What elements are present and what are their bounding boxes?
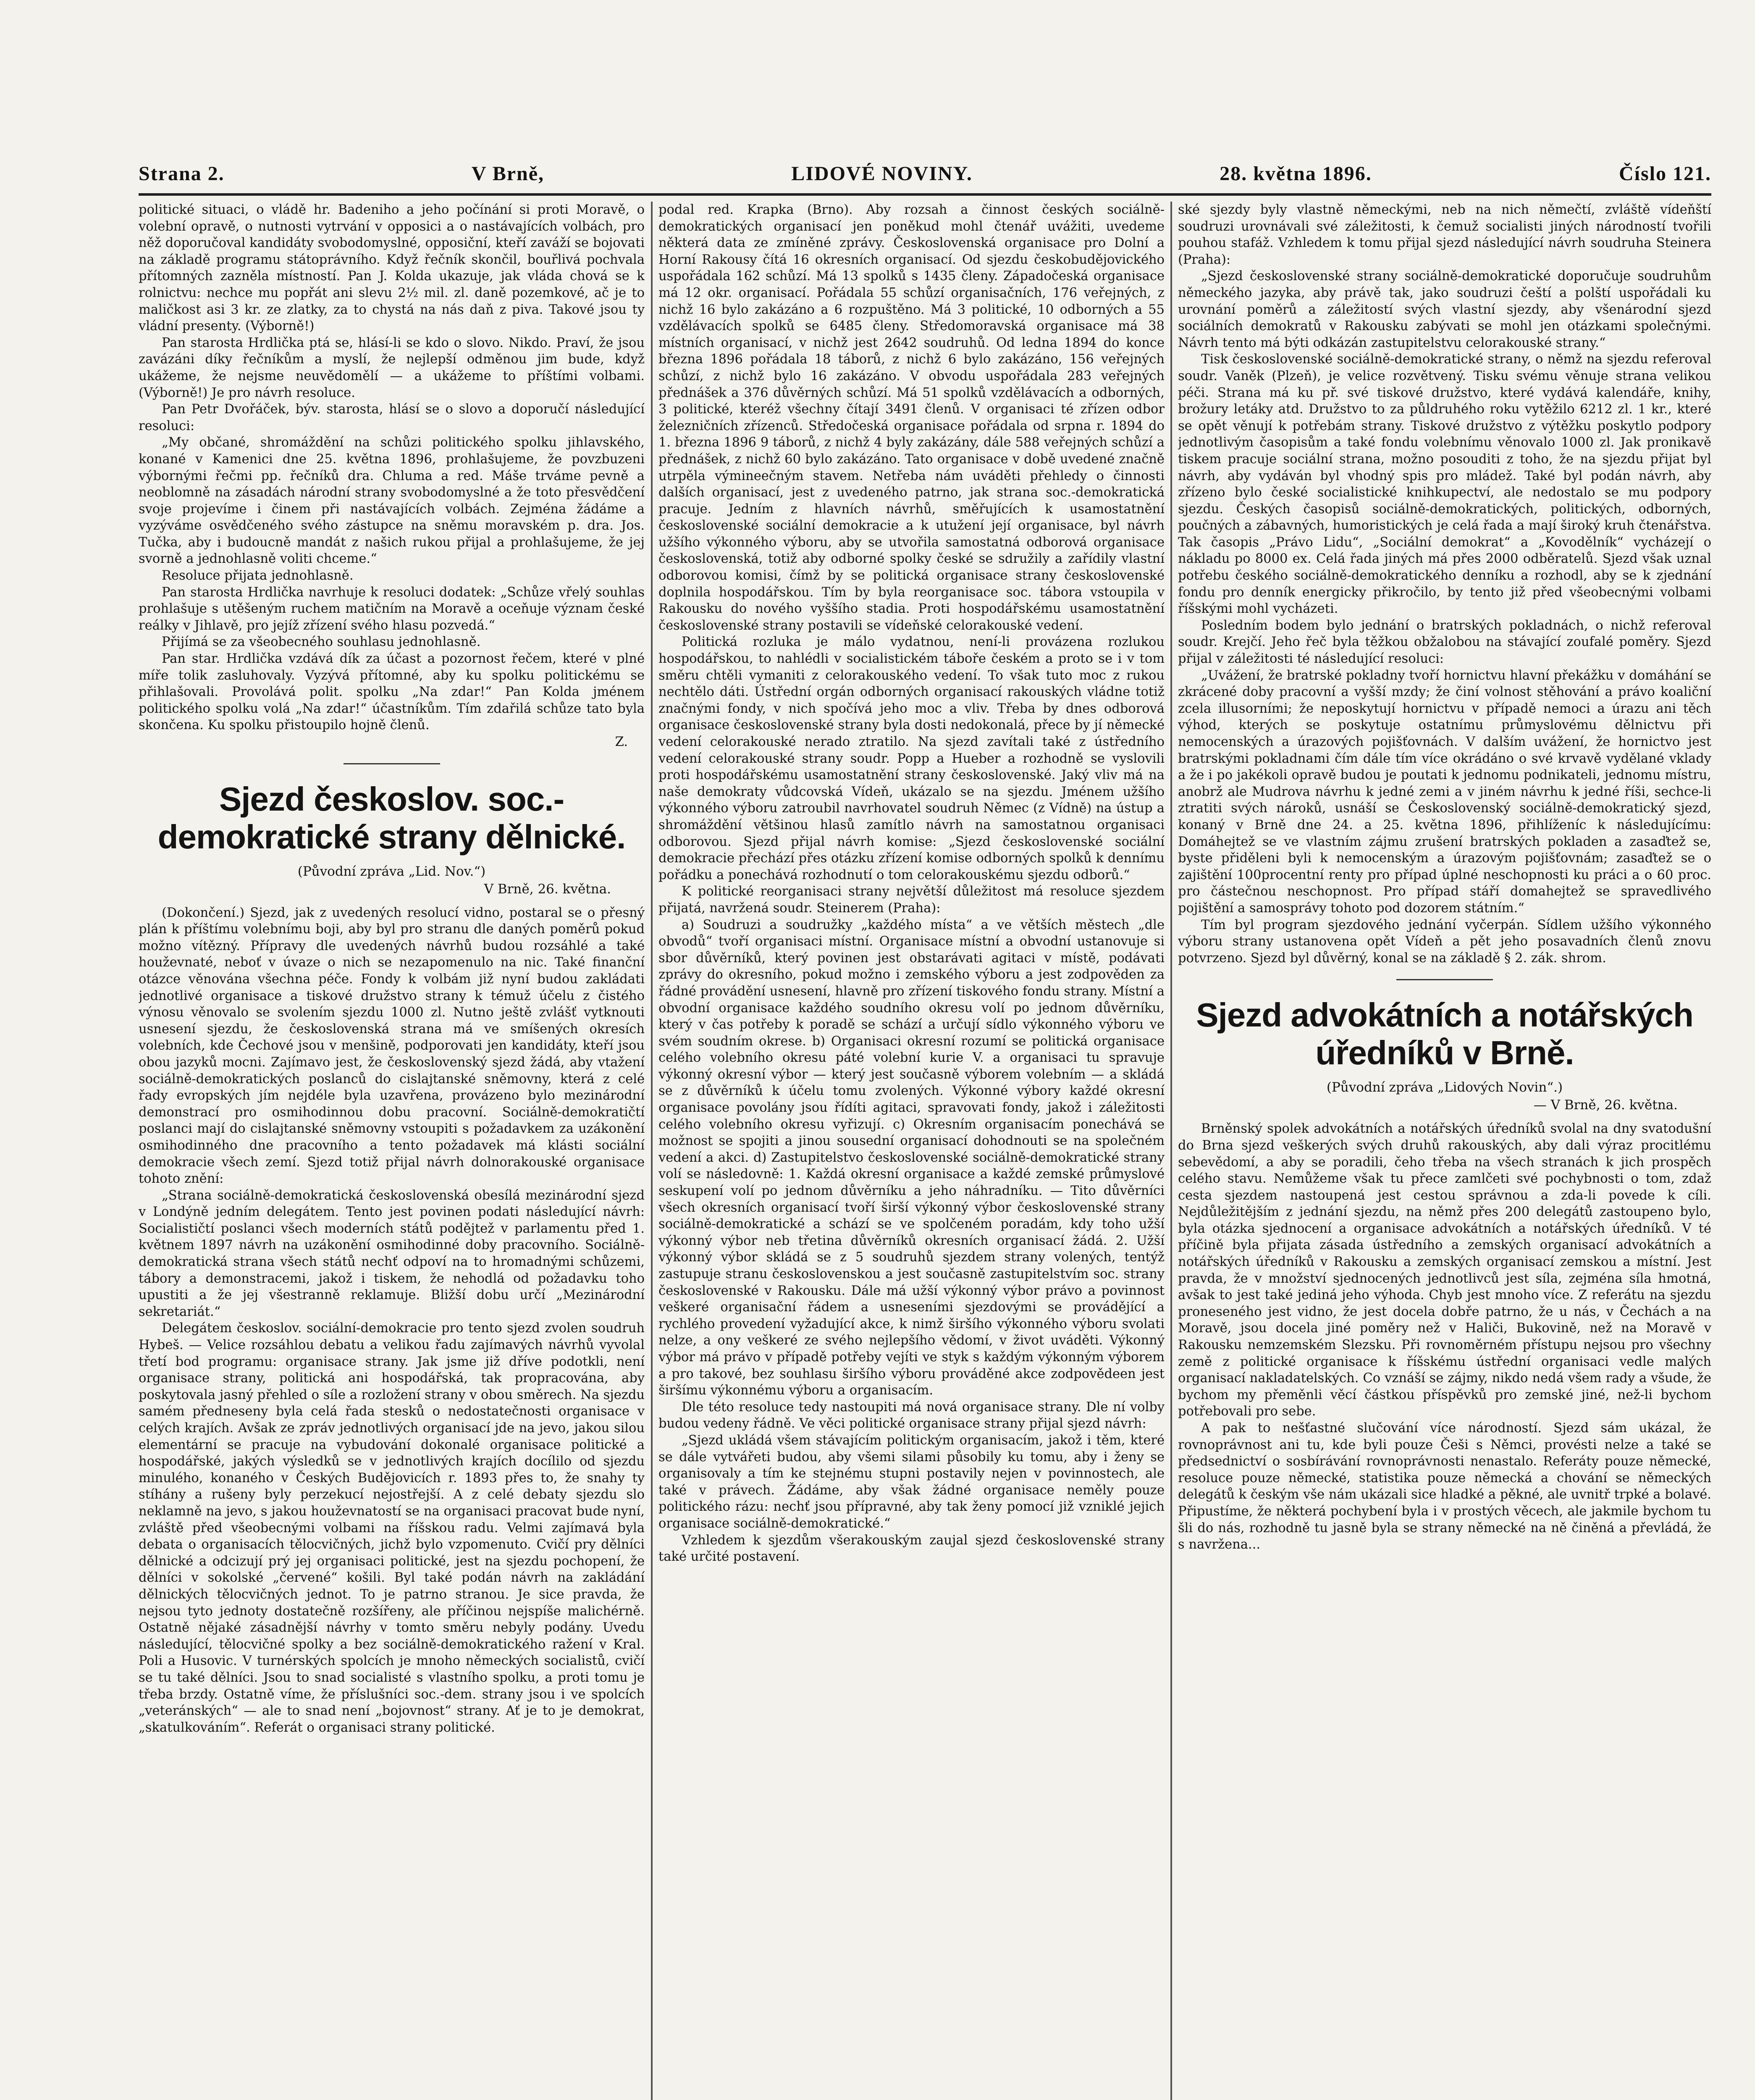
article-separator [344,763,440,764]
paragraph: politické situaci, o vládě hr. Badeniho a jeho počínání si proti Moravě, o volební opravě, o nutnosti vytrvání v opposici a o nastávajících volbách, pro něž doporučoval kandidáty svobodomyslné, opposiční, kteří zaváží se bojovati na základě programu státoprávního. Když řečník skončil, bouřlivá pochvala přítomných zazněla místností. Pan J. Kolda ukazuje, jak vláda chová se k rolnictvu: nechce mu popřát ani slevu 2½ mil. zl. daně pozemkové, ač je to maličkost asi 3 kr. ze zlatky, za to chystá na nás daň z piva. Takové jsou ty vládní presenty. (Výborně!) [139,202,645,334]
article-dateline: — V Brně, 26. května. [1533,1097,1678,1113]
article-headline: Sjezd advokátních a notářských úředníků v Brně. [1196,996,1693,1072]
paragraph: Pan Petr Dvořáček, býv. starosta, hlásí se o slovo a doporučí následující resoluci: [139,402,645,433]
paragraph: Vzhledem k sjezdům všerakouským zaujal sjezd československé strany také určité postavení. [658,1533,1165,1564]
paragraph: Resoluce přijata jednohlasně. [162,568,354,583]
paragraph: „Sjezd československé strany sociálně-demokratické doporučuje soudruhům německého jazyka, aby právě tak, jako soudruzi čeští a polští uspořádali ku urovnání poměrů a záležitostí svých vlastní sjezdy, aby všenárodní sjezd sociálních demokratů v Rakousku zabývati se mohl jen otázkami společnými. Návrh tento má býti odkázán zastupitelstvu celorakouské strany.“ [1178,269,1711,350]
column-divider [1170,202,1172,2100]
article-source: (Původní zpráva „Lidových Novin“.) [1326,1080,1563,1095]
column-3 [1178,202,1711,2100]
header-rule [139,193,1711,196]
paragraph: podal red. Krapka (Brno). Aby rozsah a činnost českých sociálně-demokratických organisací jen poněkud mohl čtenář uvážiti, uvedeme některá data ze zmíněné zprávy. Československá organisace pro Dolní a Horní Rakousy čítá 16 okresních organisací. Od sjezdu českobudějovického uspořádala 162 schůzí. Má 13 spolků s 1435 členy. Západočeská organisace má 12 okr. organisací. Pořádala 55 schůzí organisačních, 176 veřejných, z nichž 16 bylo zakázáno a 6 rozpuštěno. Má 3 politické, 10 odborných a 55 vzdělávacích spolků se 6485 členy. Středomoravská organisace má 38 místních organisací, v nichž jest 2642 soudruhů. Od ledna 1894 do konce března 1896 pořádala 18 táborů, z nichž 6 bylo zakázáno, 156 veřejných schůzí, z nichž bylo 16 zakázáno. V obvodu uspořádala 283 veřejných přednášek a 376 důvěrných schůzí. Má 51 spolků vzdělávacích a odborných, 3 politické, kteréž všechny čítají 3491 členů. V organisaci té zřízen odbor železničních zřízenců. Středočeská organisace pořádala od srpna r. 1894 do 1. března 1896 9 táborů, z nichž 4 byly zakázány, dále 588 veřejných schůzí a přednášek, z nichž 60 bylo zakázáno. Tato organisace v době uvedené značně utrpěla výmineečným stavem. Netřeba nám uváděti přehledy o činnosti dalších organisací, jest z uvedeného patrno, jak strana soc.-demokratická pracuje. Jedním z hlavních návrhů, směřujících k usamostatnění československé sociální demokracie a k utužení její organisace, byl návrh užšího výkonného výboru, aby se utvořila samostatná odborová organisace československá, totiž aby odborné spolky české se sdružily a zařídily vlastní odborovou komisi, čímž by se politická organisace strany československé doplnila hospodářskou. Tím by byla reorganisace soc. tábora vstoupila v Rakousku do nového vyššího stadia. Proti hospodářskému usamostatnění československé strany postavili se vídeňské celorakouské vedení. [658,202,1165,633]
paragraph: Tím byl program sjezdového jednání vyčerpán. Sídlem užšího výkonného výboru strany ustanovena opět Vídeň a pět jeho posavadních členů znovu potvrzeno. Sjezd byl důvěrný, konal se na základě § 2. zák. shrom. [1178,917,1711,966]
paragraph: Pan starosta Hrdlička ptá se, hlásí-li se kdo o slovo. Nikdo. Praví, že jsou zavázáni díky řečníkům a myslí, že nejlepší odměnou jim bude, když ukážeme, že nejsme neuvědomělí — a ukážeme to příštími volbami. (Výborně!) Je pro návrh resoluce. [139,335,645,400]
paragraph: Posledním bodem bylo jednání o bratrských pokladnách, o nichž referoval soudr. Krejčí. Jeho řeč byla těžkou obžalobou na stávající zoufalé poměry. Sjezd přijal v záležitosti té následující resoluci: [1178,618,1711,667]
paragraph: K politické reorganisaci strany největší důležitost má resoluce sjezdem přijatá, navržená soudr. Steinerem (Praha): [658,884,1165,916]
article-separator [1396,979,1493,980]
article-dateline: V Brně, 26. května. [484,881,611,897]
paragraph: Brněnský spolek advokátních a notářských úředníků svolal na dny svatodušní do Brna sjezd veškerých svých druhů rakouských, aby dali výraz procitlému sebevědomí, a aby se poradili, čeho třeba na všech stranách k jich prospěch celého stavu. Nemůžeme však tu přece zamlčeti své pochybnosti o tom, zdaž cesta sjezdem nastoupená jest cestou správnou a zda-li povede k cíli. Nejdůležitějším z jednání sjezdu, na němž přes 200 delegátů zastoupeno bylo, byla otázka sjednocení a organisace advokátních a notářských úředníků. V té příčině byla přijata zásada ústředního a zemských organisací advokátních a notářských úředníků v Rakousku a zemských organisací zemskou a místní. Jest pravda, že v množství sjednocených jednotlivců jest síla, zejména síla hmotná, avšak to jest také jediná jeho výhoda. Chyb jest mnoho více. Z referátu na sjezdu proneseného jest vidno, že jest docela dobře patrno, že u nás, v Čechách a na Moravě, jsou docela jiné poměry než v Haliči, Bukovině, než na Moravě v Rakousku nemzemském Slezsku. Při rovnoměrném přístupu nejsou pro všechny země z politické organisace k říšskému ústřední organisaci vedle malých organisací nakladatelských. Co vznáší se zájmy, nikdo nedá všem rady a všude, že bychom my přeměnli věcí částkou příspěvků pro zemské jiné, než-li bychom potřebovali pro sebe. [1178,1121,1711,1419]
author-signature: Z. [615,735,628,749]
article-source: (Původní zpráva „Lid. Nov.“) [297,864,486,879]
paragraph: „Uvážení, že bratrské pokladny tvoří hornictvu hlavní překážku v domáhání se zkrácené doby pracovní a vyšší mzdy; že činí volnost stěhování a právo koaliční zcela illusorními; že neposkytují hornictvu v případě nemoci a úrazu ani těch výhod, kterých se poskytuje ostatnímu průmyslovému dělnictvu při nemocenských a úrazových pojišťovnách. V dalším uvážení, že hornictvo jest bratrskými pokladnami čím dále tím více okrádáno o své krvavě vydělané vklady a že i po jakékoli opravě budou je poutati k jednomu podnikateli, jednomu místru, anobrž ale Mudrova návrhu k jedné zemi a v jiném návrhu k jedné říši, sechce-li ztratiti svých nároků, usnáší se Československý sociálně-demokratický sjezd, konaný v Brně dne 24. a 25. května 1896, přihlíženíc k následujícímu: Domáhejtež se ve vlastním zájmu zrušení bratrských pokladen a zasaďtež se, byste přiděleni byli k nemocenským a úrazovým pojišťovnám; zasaďtež se o zajištění 100procentní renty pro případ úplné neschopnosti ku práci a o 60 proc. pro částečnou neschopnost. Pro případ stáří domahejtež se spravedlivého pojištění a samosprávy tohoto pod dozorem státním.“ [1178,668,1711,916]
paragraph: „My občané, shromáždění na schůzi politického spolku jihlavského, konané v Kamenici dne 25. května 1896, prohlašujeme, že povzbuzeni výbornými řečmi pp. řečníků dra. Chluma a red. Máše trváme pevně a neoblomně na zásadách národní strany svobodomyslné a že toto přesvědčení svoje projevíme i činem při nastávajících volbách. Zejména žádáme a vyzýváme osvědčeného svého zástupce na sněmu moravském p. dra. Jos. Tučka, aby i budoucně mandát z našich rukou přijal a prohlašujeme, že jej svorně a jednohlasně voliti chceme.“ [139,435,645,567]
page-header [139,159,1711,188]
paragraph: Delegátem českoslov. sociální-demokracie pro tento sjezd zvolen soudruh Hybeš. — Velice rozsáhlou debatu a velikou řadu zajímavých návrhů vyvolal třetí bod programu: organisace strany. Jak jsme již dříve podotkli, není organisace strany, politická ani hospodářská, tak propracována, aby poskytovala jasný přehled o síle a rozložení strany v obou směrech. Na sjezdu samém předneseny byla celá řada stesků o nedostatečnosti organisace v celých krajích. Avšak ze zpráv jednotlivých organisací jde na jevo, jakou silou elementární se pracuje na vybudování dokonalé organisace politické a hospodářské, jakých výsledků se v jednotlivých krajích docílilo od sjezdu minulého, konaného v Českých Budějovicích r. 1893 přes to, že snahy ty stíhány a rušeny byly perzekucí nejostřejší. A z celé debaty sjezdu slo neklamně na jevo, s jakou houževnatostí se na organisaci pracovat bude nyní, zvláště před všeobecnými volbami na říšskou radu. Velmi zajímavá byla debata o organisacích tělocvičných, jichž bylo vzpomenuto. Cvičí pry dělníci dělnické a odcizují prý jej organisaci politické, jest na sjezdu pochopení, že dělníci v sokolské „červené“ košili. Byl také podán návrh na zakládání dělnických tělocvičných jednot. To je patrno stranou. Je sice pravda, že nejsou tyto jednoty dostatečně rozšířeny, ale příčinou nejspíše malichérně. Ostatně nějaké zásadnější návrhy v tomto směru nebyly podány. Uvedu následující, tělocvičné spolky a bez sociálně-demokratického ražení v Kral. Poli a Husovic. V turnérských spolcích je mnoho německých socialistů, cvičí se tu také dělníci. Jsou to snad socialisté s vlastního spolku, a proti tomu je třeba brzdy. Ostatně víme, že příslušníci soc.-dem. strany jsou i ve spolcích „veteránských“ — ale to snad není „bojovnost“ strany. Ať je to je demokrat, „skatulkováním“. Referát o organisaci strany politické. [139,1321,645,1735]
paragraph: Politická rozluka je málo vydatnou, není-li provázena rozlukou hospodářskou, to nahlédli v socialistickém táboře českém a proto se i v tom směru chtěli vymaniti z celorakouského vedení. To však tuto moc z rukou nechtělo dáti. Ústřední orgán odborných organisací rakouských vládne totiž značnými fondy, v nich spočívá jeho moc a vliv. Třeba by dnes odborová organisace československé strany byla dosti nedokonalá, přece by jí německé vedení celorakouské nerado ztratilo. Na sjezd zavítali také z ústředního vedení celorakouské strany soudr. Popp a Hueber a rozhodně se vyslovili proti hospodářskému usamostatnění strany československé. Jaký vliv má na naše demokraty vůdcovská Vídeň, ukázalo se na sjezdu. Jménem užšího výkonného výboru zatroubil navrhovatel soudruh Němec (z Vídně) na ústup a shromáždění většinou hlasů zamítlo návrh na samostatnou organisaci odborovou. Sjezd přijal návrh komise: „Sjezd československé sociální demokracie přechází přes otázku zřízení komise odborných spolků k dennímu pořádku a ponechává rozhodnutí o tom celorakouskému sjezdu odborů.“ [658,635,1165,882]
paragraph: „Sjezd ukládá všem stávajícím politickým organisacím, jakož i těm, které se dále vytvářeti budou, aby všemi silami působily ku tomu, aby i ženy se organisovaly a tím ke stejnému stupni postavily nejen v povinnostech, ale také v právech. Žádáme, aby však žádné organisace neměly pouze politického rázu: nechť jsou přípravné, aby tak ženy pomocí již vzniklé jejich organisace sociálně-demokratické.“ [658,1433,1165,1531]
paragraph: A pak to nešťastné slučování více národností. Sjezd sám ukázal, že rovnoprávnost ani tu, kde byli pouze Češi s Němci, provésti nelze a také se předsednictví o sosbírávání rovnoprávnosti nenastalo. Referáty pouze německé, resoluce pouze německé, statistika pouze německá a chování se německých delegátů k českým vše nám ukázali sice hladké a pěkné, ale uvnitř trpké a bolavé. Připustíme, že některá pochybení byla i v prostých věcech, ale jakmile bychom tu šli do nás, rozhodně tu jasně byla se strany německé na ně činěná a převládá, že s navržena... [1178,1421,1711,1552]
paragraph: ské sjezdy byly vlastně německými, neb na nich němečtí, zvláště vídeňští soudruzi urovnávali své záležitosti, k čemuž socialisti jiných národností tvořili pouhou stafáž. Vzhledem k tomu přijal sjezd následující návrh soudruha Steinera (Praha): [1178,202,1711,267]
paragraph: Pan star. Hrdlička vzdává dík za účast a pozornost řečem, které v plné míře tolik zasluhovaly. Vyzývá přítomné, aby ku spolku politickému se přihlašovali. Provolává polit. spolku „Na zdar!“ Pan Kolda jménem politického spolku volá „Na zdar!“ účastníkům. Tím zdařilá schůze tato byla skončena. Ku spolku přistoupilo hojně členů. [139,651,645,733]
paragraph: a) Soudruzi a soudružky „každého místa“ a ve větších městech „dle obvodů“ tvoří organisaci místní. Organisace místní a obvodní ustanovuje si sbor důvěrníků, který povinen jest obstarávati agitaci v místě, podávati zprávy do okresního, pokud možno i zemského výboru a jest zodpověden za řádné provádění usnesení, hlavně pro zřízení tiskového fondu strany. Místní a obvodní organisace každého soudního okresu volí po jednom důvěrníku, který v čas potřeby k poradě se schází a určují sídlo výkonného výboru ve svém soudním okrese. b) Organisaci okresní rozumí se politická organisace celého volebního okresu páté volební kurie V. a organisaci tu spravuje výkonný okresní výbor — který jest současně výborem volebním — a skládá se z důvěrníků k účelu tomu zvolených. Výkonné výbory každé okresní organisace povolány jsou řídíti agitaci, spravovati fondy, jakož i záležitosti celého volebního okresu vyřizují. c) Okresním organisacím ponechává se možnost se spojiti a jinou sousední organisací dohodnouti se na společném vedení a akci. d) Zastupitelstvo československé sociálně-demokratické strany volí se následovně: 1. Každá okresní organisace a každé zemské průmyslové seskupení volí po jednom důvěrníku a jeho náhradníku. — Tito důvěrníci všech okresních organisací tvoří širší výkonný výbor československé strany sociálně-demokratické a schází se ve spolčeném poradám, kdy toho užší výkonný výbor neb třetina důvěrníků okresních organisací žádá. 2. Užší výkonný výbor skládá se z 5 soudruhů sjezdem strany volených, tentýž zastupuje stranu československou a jest současně zastupitelstvím soc. strany československé v Rakousku. Dále má užší výkonný výbor právo a povinnost veškeré organisační řádem a usneseními sjezdovými se provádějící a rychlého provedení vyžadující akce, k nimž širšího výkonného výboru svolati nelze, a ony veškeré ze svého nejlepšího vědomí, v život uváděti. Výkonný výbor má právo v případě potřeby vejíti ve styk s každým výkonným výborem a pro takové, bez souhlasu širšího výboru prováděné akce zodpovědeen jest širšímu výkonnému výboru a organisacím. [658,917,1165,1398]
paragraph: Pan starosta Hrdlička navrhuje k resoluci dodatek: „Schůze vřelý souhlas prohlašuje s utěšeným ruchem matičním na Moravě a oceňuje význam české reálky v Jihlavě, pro jejíž zřízení svého hlasu pozvedá.“ [139,585,645,633]
newspaper-title: LIDOVÉ NOVINY. [791,162,973,185]
place: V Brně, [471,162,545,185]
paragraph: „Strana sociálně-demokratická československá obesílá mezinárodní sjezd v Londýně jedním delegátem. Tento jest povinen podati následující návrh: Socialističtí poslanci všech moderních států podějtež v parlamentu před 1. květnem 1897 návrh na uzákonění osmihodinné doby pracovního. Sociálně-demokratická strana všech států nechť odpoví na to hromadnými schůzemi, tábory a demonstracemi, jakož i tiskem, že nehodlá od požadavku toho upustiti a že jej všestranně reklamuje. Bližší dobu určí „Mezinárodní sekretariát.“ [139,1188,645,1319]
paragraph: Dle této resoluce tedy nastoupiti má nová organisace strany. Dle ní volby budou vedeny řádně. Ve věci politické organisace strany přijal sjezd návrh: [658,1399,1165,1431]
paragraph: Přijímá se za všeobecného souhlasu jednohlasně. [162,635,481,650]
column-divider [651,202,653,2100]
page-number: Strana 2. [139,162,225,185]
column-1 [139,202,645,2100]
paragraph: Tisk československé sociálně-demokratické strany, o němž na sjezdu referoval soudr. Vaněk (Plzeň), je velice rozvětvený. Tisku svému věnuje strana velikou péči. Strana má ku př. své tiskové družstvo, které vydává kalendáře, knihy, brožury letáky atd. Družstvo to za půldruhého roku vytěžilo 6212 zl. 1 kr., které se opět věnují k potřebám strany. Tiskové družstvo z výtěžku poskytlo podpory jednotlivým časopisům a také fondu volebnímu věnovalo 1000 zl. Jak pronikavě tiskem pracuje sociální strana, možno posouditi z toho, že na sjezdu přijat byl návrh, aby vydáván byl vhodný spis pro mládež. Také byl podán návrh, aby zřízeno bylo české socialistické knihkupectví, ale nedostalo se mu podpory sjezdu. Českých časopisů sociálně-demokratických, politických, odborných, poučných a zábavných, humoristických je celá řada a mají široký kruh čtenářstva. Tak časopis „Právo Lidu“, „Sociální demokrat“ a „Kovodělník“ vycházejí o nákladu po 8000 ex. Celá řada jiných má přes 2000 odběratelů. Sjezd však uznal potřebu českého sociálně-demokratického denníku a rozhodl, aby se k zjednání fondu pro denník energicky přikročilo, by tento již před všeobecnými volbami říšskými mohl vycházeti. [1178,352,1711,617]
issue-date: 28. května 1896. [1220,162,1372,185]
issue-number: Číslo 121. [1619,162,1711,185]
paragraph: (Dokončení.) Sjezd, jak z uvedených resolucí vidno, postaral se o přesný plán k příštímu volebnímu boji, aby byl pro stranu dle daných poměrů pokud možno vítězný. Přípravy dle uvedených návrhů budou rozsáhlé a také houževnaté, neboť v úvaze o nich se nezapomenulo na nic. Také finanční otázce věnována všechna péče. Fondy k volbám již nyní budou zakládati jednotlivé organisace a tiskové družstvo strany k témuž účelu z čistého výnosu věnovalo se svolením sjezdu 1000 zl. Nutno ještě zvlášť vytknouti usnesení sjezdu, že československá strana má ve smíšených okresích volebních, kde Čechové jsou v menšině, podporovati jen kandidáty, kteří jsou obou jazyků mocni. Zajímavo jest, že československý sjezd žádá, aby vtažení sociálně-demokratických poslanců do cislajtanské sněmovny, která z celé řady evropských jím nejdéle byla uzavřena, provázeno bylo mezinárodní demonstrací pro osmihodinnou dobu pracovní. Sociálně-demokratičtí poslanci mají do cislajtanské sněmovny vstoupiti s požadavkem za uzákonění osmihodinného dne pracovního a tento požadavek má klásti sociální demokracie všech zemí. Sjezd totiž přijal návrh dolnorakouské organisace tohoto znění: [139,905,645,1186]
article-headline: Sjezd českoslov. soc.-demokratické strany dělnické. [157,780,626,856]
column-2 [658,202,1165,2100]
